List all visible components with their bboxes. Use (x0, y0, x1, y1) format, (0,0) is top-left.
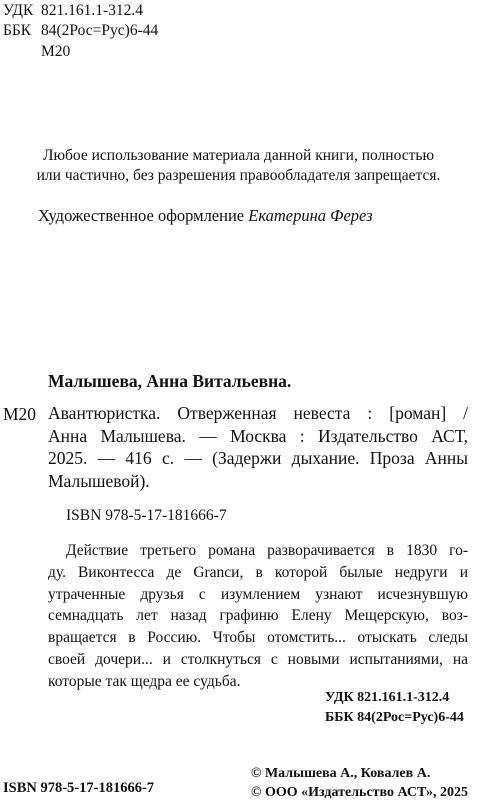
notice-line-1: Любое использование материала данной книги, полностью (42, 147, 435, 164)
card-isbn: ISBN 978-5-17-181666-7 (66, 507, 227, 524)
card-code: М20 (3, 404, 37, 424)
udk-label: УДК (3, 2, 34, 19)
bbk-label: ББК (3, 22, 32, 39)
bbk-row (3, 21, 158, 41)
copyright-publisher: © ООО «Издательство АСТ», 2025 (251, 785, 469, 800)
classification-codes (325, 688, 464, 728)
designer-name: Екатерина Ферез (248, 206, 373, 225)
bbk-value: 84(2Рос=Рус)6-44 (41, 22, 159, 39)
card-line-2: Анна Малышева. — Москва : Издательство АСТ, (48, 425, 468, 446)
annotation-line-7: которые так щедра ее судьба. (48, 672, 241, 690)
author-mark: М20 (41, 43, 71, 60)
annotation-line-2: ду. Виконтесса де Granси, в которой былые недруги и (48, 563, 468, 581)
annotation-line-3: утраченные друзья с изумлением узнают исчезнувшую (48, 585, 468, 603)
copyright-block (251, 764, 468, 802)
annotation-line-4: семнадцать лет назад графиню Елену Мещерскую, воз- (48, 607, 468, 625)
udk-code-bold: УДК 821.161.1-312.4 (325, 690, 450, 705)
design-label: Художественное оформление (38, 206, 245, 225)
bbk-code-bold: ББК 84(2Рос=Рус)6-44 (325, 710, 464, 725)
annotation-line-1: Действие третьего романа разворачивается в 1830 го- (66, 542, 468, 559)
udk-value: 821.161.1-312.4 (41, 2, 144, 19)
card-line-4: Малышевой). (48, 470, 150, 491)
author-heading: Малышева, Анна Витальевна. (48, 371, 292, 391)
author-mark-row (3, 42, 70, 62)
copyright-author: © Малышева А., Ковалев А. (251, 766, 431, 781)
notice-line-2: или частично, без разрешения правообладателя запрещается. (36, 167, 441, 184)
copyright-notice (0, 146, 477, 186)
footer-isbn: ISBN 978-5-17-181666-7 (3, 780, 155, 796)
annotation-line-6: своей дочери... и столкнуться с новыми испытаниями, на (48, 650, 468, 668)
card-line-3: 2025. — 416 с. — (Задержи дыхание. Проза Анны (48, 448, 468, 469)
design-credit (38, 205, 373, 227)
annotation (48, 540, 468, 693)
udk-row (3, 1, 143, 21)
bibliographic-description (48, 402, 468, 492)
annotation-line-5: вращается в Россию. Чтобы отомстить... отыскать следы (48, 629, 468, 647)
card-line-1: Авантюристка. Отверженная невеста : [роман] / (48, 403, 468, 423)
